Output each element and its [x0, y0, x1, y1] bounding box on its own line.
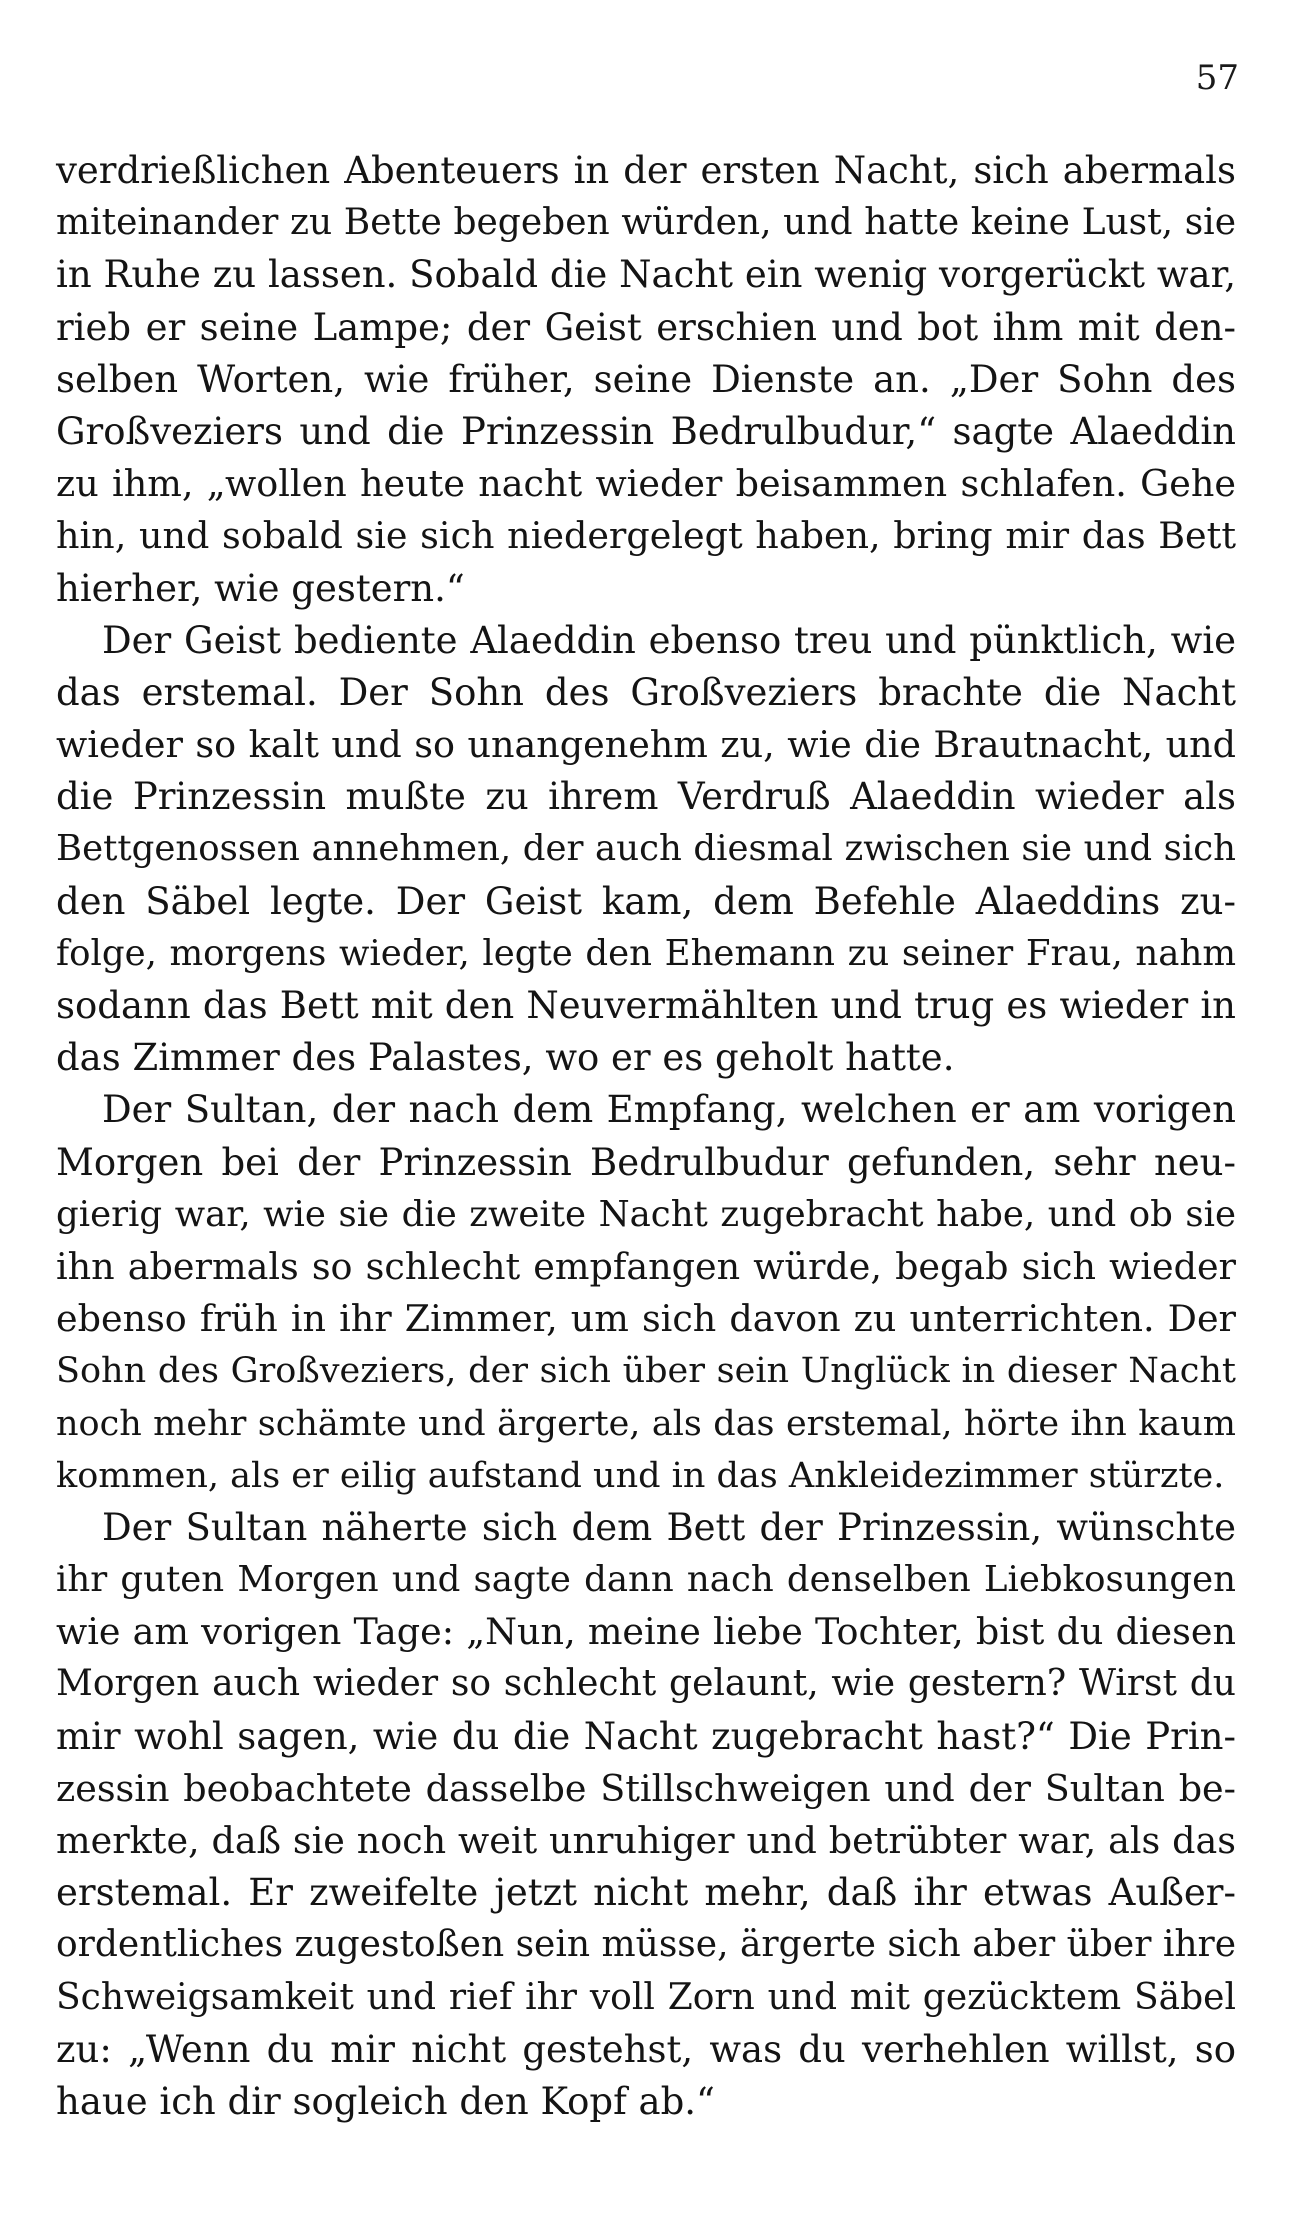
text-line: die Prinzessin mußte zu ihrem Verdruß Alaeddin wieder als: [56, 775, 1236, 819]
text-line: hin, und sobald sie sich niedergelegt haben, bring mir das Bett: [56, 514, 1236, 558]
text-line: sodann das Bett mit den Neuvermählten und trug es wieder in: [56, 984, 1236, 1027]
text-line: noch mehr schämte und ärgerte, als das erstemal, hörte ihn kaum: [56, 1403, 1236, 1444]
text-line: hierher, wie gestern.“: [56, 566, 465, 610]
text-line: haue ich dir sogleich den Kopf ab.“: [56, 2079, 715, 2123]
text-line: Schweigsamkeit und rief ihr voll Zorn und mit gezücktem Säbel: [56, 1976, 1236, 2018]
text-line: Morgen bei der Prinzessin Bedrulbudur gefunden, sehr neu-: [56, 1140, 1236, 1184]
text-line: in Ruhe zu lassen. Sobald die Nacht ein wenig vorgerückt war,: [56, 253, 1236, 297]
text-line: miteinander zu Bette begeben würden, und hatte keine Lust, sie: [56, 202, 1236, 244]
text-line: Sohn des Großveziers, der sich über sein Unglück in dieser Nacht: [56, 1351, 1236, 1392]
text-line: Morgen auch wieder so schlecht gelaunt, wie gestern? Wirst du: [56, 1663, 1236, 1705]
text-line: wieder so kalt und so unangenehm zu, wie die Brautnacht, und: [56, 723, 1236, 767]
text-line: Bettgenossen annehmen, der auch diesmal zwischen sie und sich: [56, 828, 1236, 870]
text-line: zu: „Wenn du mir nicht gestehst, was du verhehlen willst, so: [56, 2027, 1236, 2071]
text-line: ordentliches zugestoßen sein müsse, ärgerte sich aber über ihre: [56, 1924, 1237, 1966]
text-line: den Säbel legte. Der Geist kam, dem Befehle Alaeddins zu-: [56, 879, 1236, 923]
text-line: erstemal. Er zweifelte jetzt nicht mehr, daß ihr etwas Außer-: [56, 1871, 1236, 1915]
body-text: [56, 145, 1236, 2128]
page-number: 57: [1195, 58, 1239, 98]
text-line: zu ihm, „wollen heute nacht wieder beisammen schlafen. Gehe: [56, 462, 1236, 506]
text-line: das erstemal. Der Sohn des Großveziers brachte die Nacht: [56, 670, 1236, 714]
text-line: ihn abermals so schlecht empfangen würde, begab sich wieder: [56, 1244, 1236, 1288]
text-line: Der Geist bediente Alaeddin ebenso treu und pünktlich, wie: [102, 618, 1236, 662]
text-line: das Zimmer des Palastes, wo er es geholt hatte.: [56, 1036, 955, 1080]
text-line: Der Sultan, der nach dem Empfang, welchen er am vorigen: [102, 1088, 1236, 1132]
text-line: ebenso früh in ihr Zimmer, um sich davon zu unterrichten. Der: [56, 1297, 1236, 1341]
text-line: mir wohl sagen, wie du die Nacht zugebracht hast?“ Die Prin-: [56, 1714, 1236, 1758]
text-line: zessin beobachtete dasselbe Stillschweigen und der Sultan be-: [56, 1766, 1236, 1810]
text-line: verdrießlichen Abenteuers in der ersten Nacht, sich abermals: [56, 149, 1236, 192]
text-line: wie am vorigen Tage: „Nun, meine liebe Tochter, bist du diesen: [56, 1610, 1236, 1654]
text-line: ihr guten Morgen und sagte dann nach denselben Liebkosungen: [56, 1559, 1236, 1601]
text-line: merkte, daß sie noch weit unruhiger und betrübter war, als das: [56, 1819, 1236, 1862]
text-line: Der Sultan näherte sich dem Bett der Prinzessin, wünschte: [102, 1505, 1236, 1549]
text-line: gierig war, wie sie die zweite Nacht zugebracht habe, und ob sie: [56, 1193, 1236, 1235]
text-line: Großveziers und die Prinzessin Bedrulbudur,“ sagte Alaeddin: [56, 409, 1236, 453]
text-line: selben Worten, wie früher, seine Dienste an. „Der Sohn des: [56, 357, 1236, 401]
text-line: rieb er seine Lampe; der Geist erschien und bot ihm mit den-: [56, 305, 1236, 349]
text-line: kommen, als er eilig aufstand und in das Ankleidezimmer stürzte.: [56, 1455, 1225, 1496]
text-line: folge, morgens wieder, legte den Ehemann zu seiner Frau, nahm: [56, 932, 1236, 974]
